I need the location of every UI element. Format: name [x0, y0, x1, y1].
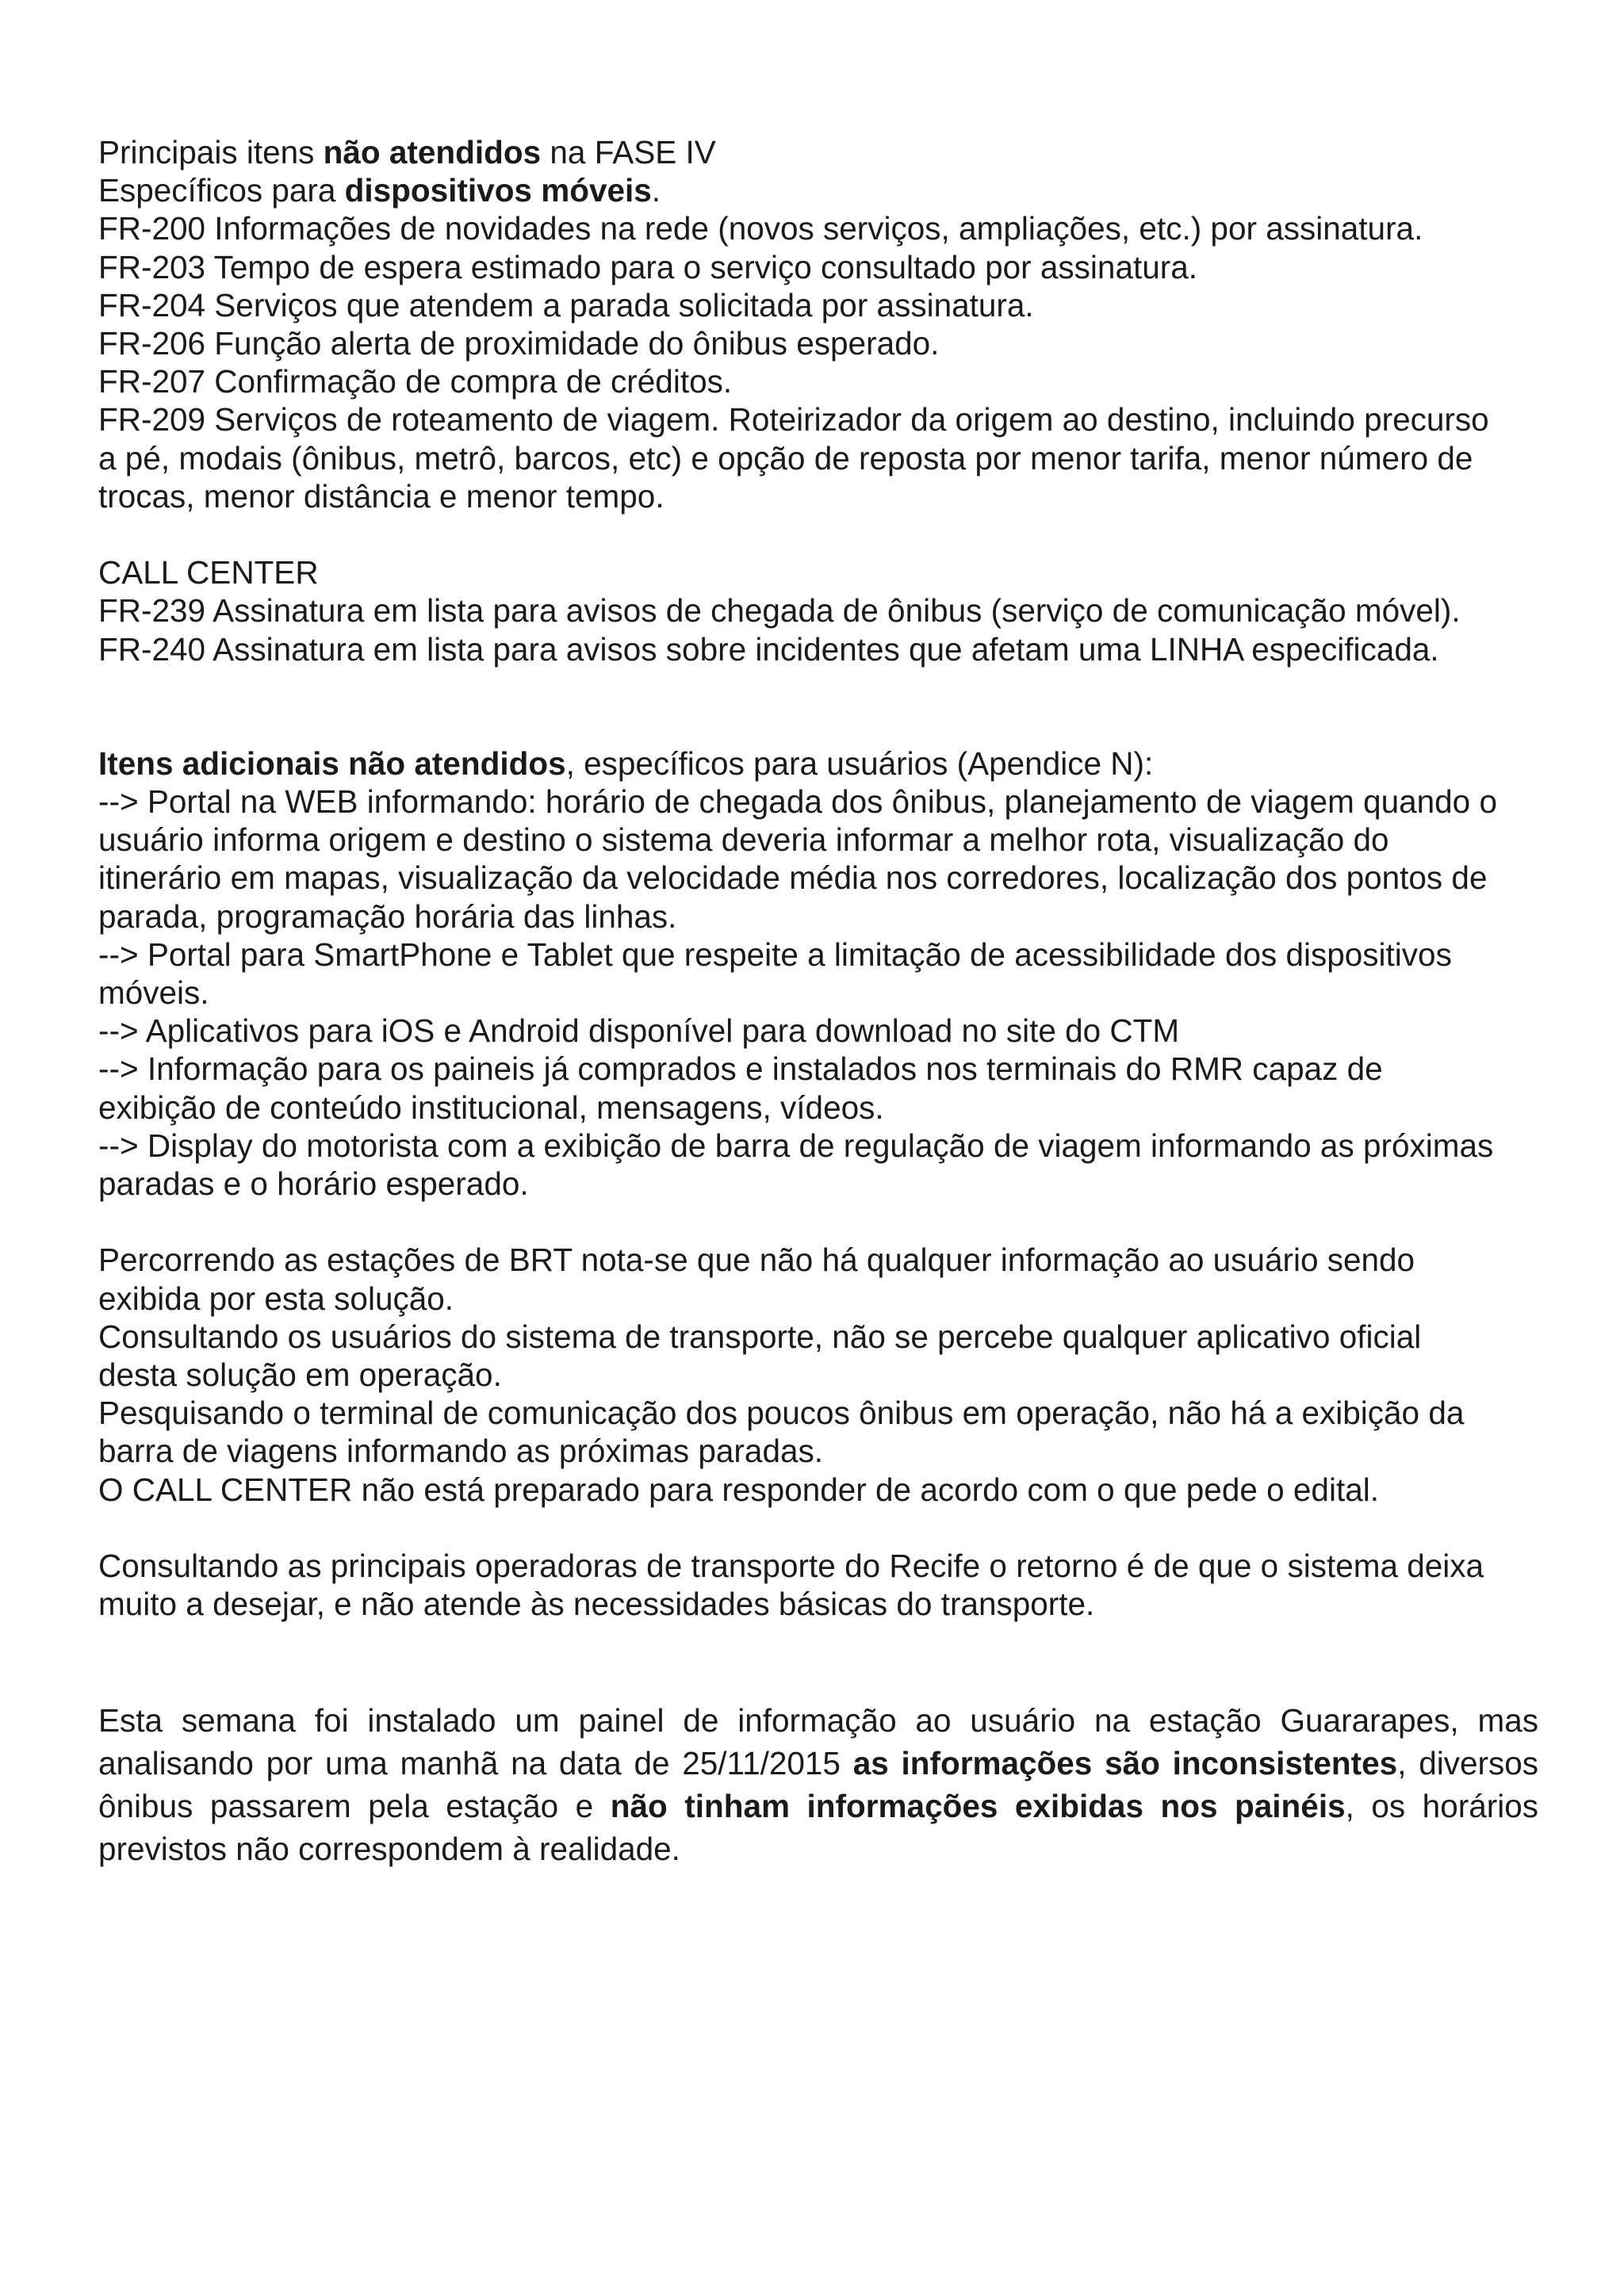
requirement-fr-209-line-3: trocas, menor distância e menor tempo.	[98, 477, 665, 515]
additional-item-line: --> Display do motorista com a exibição de barra de regulação de viagem informando as próximas	[98, 1127, 1494, 1164]
panel-bold-no-info: não tinham informações exibidas nos painéis	[610, 1788, 1346, 1825]
requirement-fr-207: FR-207 Confirmação de compra de créditos.	[98, 363, 733, 400]
additional-item-line: usuário informa origem e destino o sistema deveria informar a melhor rota, visualização do	[98, 821, 1389, 859]
spacer	[98, 1203, 1538, 1241]
additional-items-heading	[98, 744, 1538, 783]
fase-iv-heading-suffix: na FASE IV	[541, 134, 716, 170]
fase-iv-heading-text: Principais itens	[98, 134, 324, 170]
call-center-heading: CALL CENTER	[98, 554, 319, 591]
additional-item-line: itinerário em mapas, visualização da velocidade média nos corredores, localização dos pontos de	[98, 859, 1488, 897]
observation-line: barra de viagens informando as próximas paradas.	[98, 1433, 823, 1470]
additional-item-line: --> Aplicativos para iOS e Android disponível para download no site do CTM	[98, 1012, 1180, 1050]
operators-line: muito a desejar, e não atende às necessidades básicas do transporte.	[98, 1586, 1095, 1623]
observation-line: desta solução em operação.	[98, 1357, 502, 1394]
panel-paragraph	[98, 1699, 1538, 1870]
requirement-fr-200: FR-200 Informações de novidades na rede (novos serviços, ampliações, etc.) por assinatura.	[98, 210, 1423, 247]
requirement-fr-203: FR-203 Tempo de espera estimado para o serviço consultado por assinatura.	[98, 248, 1198, 285]
requirement-fr-240: FR-240 Assinatura em lista para avisos sobre incidentes que afetam uma LINHA especificada.	[98, 630, 1439, 668]
additional-items-heading-text: , específicos para usuários (Apendice N):	[565, 744, 1154, 782]
requirement-fr-209-line-2: a pé, modais (ônibus, metrô, barcos, etc) e opção de reposta por menor tarifa, menor número de	[98, 439, 1473, 476]
observation-line: exibida por esta solução.	[98, 1280, 454, 1317]
fase-iv-heading-bold: não atendidos	[323, 134, 542, 170]
fase-iv-sub-bold: dispositivos móveis	[344, 172, 652, 209]
observation-line: O CALL CENTER não está preparado para responder de acordo com o que pede o edital.	[98, 1471, 1379, 1508]
requirement-fr-204: FR-204 Serviços que atendem a parada solicitada por assinatura.	[98, 286, 1034, 323]
additional-item-line: --> Portal para SmartPhone e Tablet que respeite a limitação de acessibilidade dos dispositivos	[98, 936, 1452, 973]
observation-line: Percorrendo as estações de BRT nota-se que não há qualquer informação ao usuário sendo	[98, 1242, 1415, 1279]
observation-line: Pesquisando o terminal de comunicação dos poucos ônibus em operação, não há a exibição da	[98, 1395, 1465, 1432]
fase-iv-heading	[98, 133, 1538, 171]
additional-item-line: --> Informação para os paineis já comprados e instalados nos terminais do RMR capaz de	[98, 1050, 1383, 1088]
document-page	[98, 133, 1538, 1870]
additional-item-line: móveis.	[98, 974, 209, 1012]
additional-item-line: exibição de conteúdo institucional, mensagens, vídeos.	[98, 1089, 884, 1126]
spacer	[98, 1509, 1538, 1547]
operators-line: Consultando as principais operadoras de transporte do Recife o retorno é de que o sistema deixa	[98, 1548, 1484, 1585]
additional-item-line: --> Portal na WEB informando: horário de chegada dos ônibus, planejamento de viagem quando o	[98, 783, 1497, 821]
observation-line: Consultando os usuários do sistema de transporte, não se percebe qualquer aplicativo oficial	[98, 1318, 1422, 1355]
panel-text: Esta semana foi instalado um painel de informação ao usuário na estação Guararapes, mas analisando por uma manhã na data de 25/11/2015	[98, 1702, 1538, 1782]
panel-bold-inconsistent: as informações são inconsistentes	[852, 1745, 1398, 1782]
additional-item-line: parada, programação horária das linhas.	[98, 897, 677, 935]
panel-text: , os horários previstos não correspondem à realidade.	[98, 1788, 1538, 1868]
requirement-fr-239: FR-239 Assinatura em lista para avisos de chegada de ônibus (serviço de comunicação móvel).	[98, 592, 1461, 629]
panel-text: , diversos ônibus passarem pela estação e	[98, 1745, 1539, 1825]
additional-items-heading-bold: Itens adicionais não atendidos	[98, 744, 566, 782]
additional-item-line: paradas e o horário esperado.	[98, 1165, 529, 1203]
requirement-fr-206: FR-206 Função alerta de proximidade do ônibus esperado.	[98, 325, 940, 362]
fase-iv-subheading	[98, 171, 1538, 209]
spacer	[98, 515, 1538, 553]
requirement-fr-209-line-1: FR-209 Serviços de roteamento de viagem. Roteirizador da origem ao destino, incluindo precurso	[98, 401, 1489, 438]
fase-iv-sub-suffix: .	[651, 172, 661, 209]
fase-iv-sub-text: Específicos para	[98, 172, 345, 209]
spacer	[98, 668, 1538, 744]
spacer	[98, 1623, 1538, 1699]
